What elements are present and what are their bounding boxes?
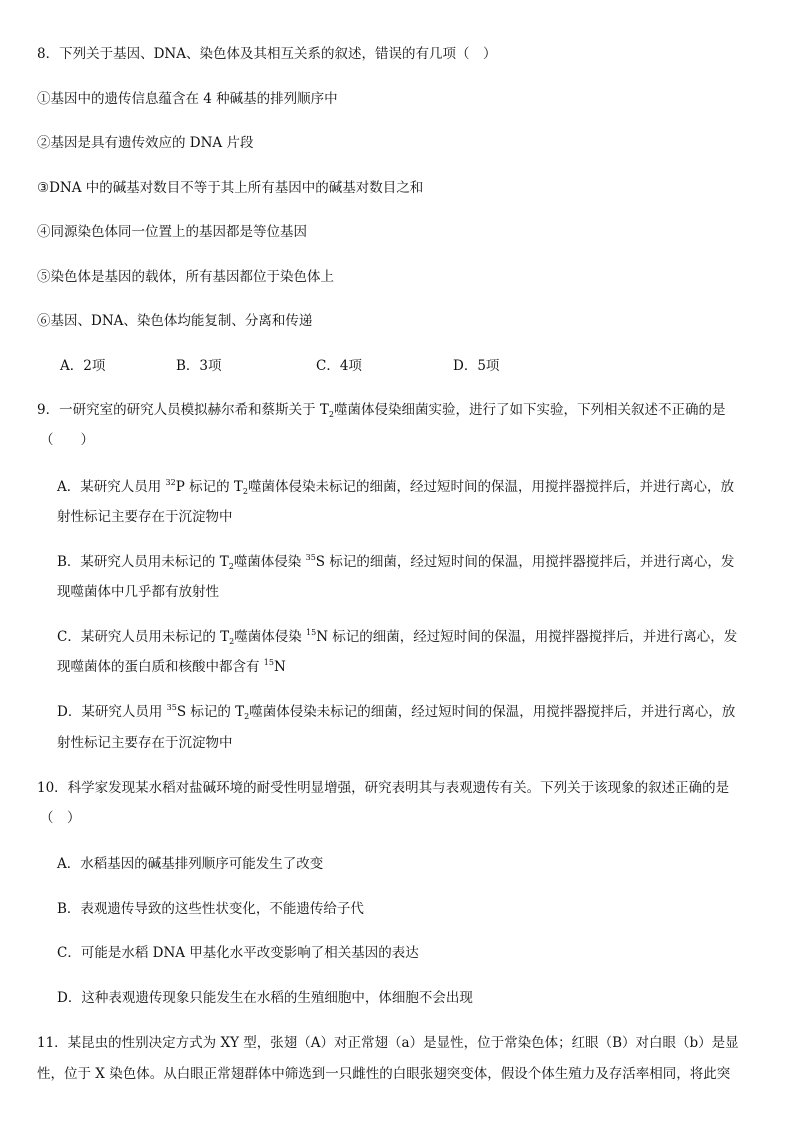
q10-option-a: A．水稻基因的碱基排列顺序可能发生了改变 <box>57 856 324 872</box>
q8-item-1: ①基因中的遗传信息蕴含在 4 种碱基的排列顺序中 <box>37 91 338 107</box>
q8-stem: 8．下列关于基因、DNA、染色体及其相互关系的叙述，错误的有几项（ ） <box>37 46 497 62</box>
q11-line-2: 性，位于 X 染色体。从白眼正常翅群体中筛选到一只雌性的白眼张翅突变体，假设个体生殖力及存活率相同，将此突 <box>37 1066 731 1082</box>
q9-option-d-cont: 射性标记主要存在于沉淀物中 <box>57 735 233 751</box>
q8-item-3: ③DNA 中的碱基对数目不等于其上所有基因中的碱基对数目之和 <box>37 180 424 196</box>
q8-item-2: ②基因是具有遗传效应的 DNA 片段 <box>37 135 254 151</box>
q9-option-a-cont: 射性标记主要存在于沉淀物中 <box>57 509 233 525</box>
q10-stem-paren: （ ） <box>40 810 81 826</box>
q11-line-1: 11．某昆虫的性别决定方式为 XY 型，张翅（A）对正常翅（a）是显性，位于常染色体；红眼（B）对白眼（b）是显 <box>37 1035 739 1051</box>
q8-item-4: ④同源染色体同一位置上的基因都是等位基因 <box>37 224 307 240</box>
q8-option-c: C．4项 <box>316 358 362 374</box>
q8-option-d: D．5项 <box>453 358 500 374</box>
q9-option-b: B．某研究人员用未标记的 $T_2$噬菌体侵染 $^{35}$S 标记的细菌，经过短时间的保温，用搅拌器搅拌后，并进行离心，发 <box>57 553 735 571</box>
q9-stem-paren: （ ） <box>40 432 94 448</box>
q8-item-6: ⑥基因、DNA、染色体均能复制、分离和传递 <box>37 313 313 329</box>
q10-stem: 10．科学家发现某水稻对盐碱环境的耐受性明显增强，研究表明其与表观遗传有关。下列关于该现象的叙述正确的是 <box>37 780 730 796</box>
q10-option-c: C．可能是水稻 DNA 甲基化水平改变影响了相关基因的表达 <box>57 945 419 961</box>
q8-option-b: B．3项 <box>176 358 222 374</box>
q9-stem: 9．一研究室的研究人员模拟赫尔希和蔡斯关于 $T_2$噬菌体侵染细菌实验，进行了如下实验，下列相关叙述不正确的是 <box>37 402 726 419</box>
q10-option-b: B．表观遗传导致的这些性状变化，不能遗传给子代 <box>57 901 364 917</box>
q10-option-d: D．这种表观遗传现象只能发生在水稻的生殖细胞中，体细胞不会出现 <box>57 990 473 1006</box>
q9-option-a: A．某研究人员用 $^{32}$P 标记的 $T_2$噬菌体侵染未标记的细菌，经过短时间的保温，用搅拌器搅拌后，并进行离心，放 <box>57 478 734 496</box>
q9-option-c: C．某研究人员用未标记的 $T_2$噬菌体侵染 $^{15}$N 标记的细菌，经过短时间的保温，用搅拌器搅拌后，并进行离心，发 <box>57 628 738 646</box>
q9-option-c-cont: 现噬菌体的蛋白质和核酸中都含有 $^{15}$N <box>57 658 286 675</box>
q8-option-a: A．2项 <box>60 358 106 374</box>
q8-item-5: ⑤染色体是基因的载体，所有基因都位于染色体上 <box>37 269 334 285</box>
q9-option-b-cont: 现噬菌体中几乎都有放射性 <box>57 584 219 600</box>
q9-option-d: D．某研究人员用 $^{35}$S 标记的 $T_2$噬菌体侵染未标记的细菌，经过短时间的保温，用搅拌器搅拌后，并进行离心，放 <box>57 703 736 721</box>
